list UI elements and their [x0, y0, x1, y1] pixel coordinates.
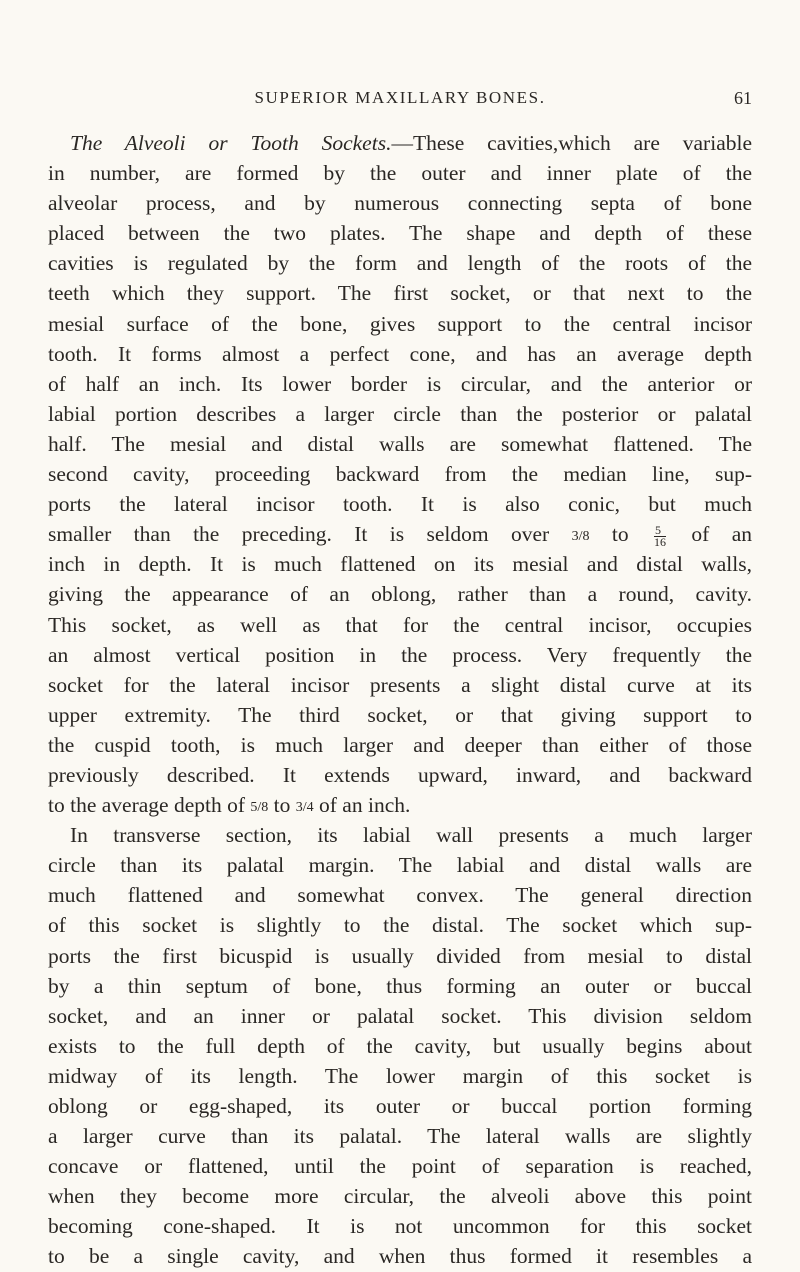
- text-line: [48, 519, 752, 549]
- text-line: an almost vertical position in the process. Very frequently the: [48, 642, 752, 667]
- running-header: [48, 86, 752, 114]
- text-line: exists to the full depth of the cavity, but usually begins about: [48, 1033, 752, 1058]
- text-line: of half an inch. Its lower border is circular, and the anterior or: [48, 371, 752, 396]
- text-fragment: —These cavities,which are variable: [391, 131, 752, 155]
- text-line: half. The mesial and distal walls are somewhat flattened. The: [48, 431, 752, 456]
- text-line: This socket, as well as that for the central incisor, occupies: [48, 612, 752, 637]
- text-line: midway of its length. The lower margin of this socket is: [48, 1063, 752, 1088]
- section-heading: The Alveoli or Tooth Sockets.: [70, 131, 392, 155]
- text-line: inch in depth. It is much flattened on its mesial and distal walls,: [48, 552, 752, 577]
- text-line: circle than its palatal margin. The labial and distal walls are: [48, 853, 752, 878]
- text-line: becoming cone-shaped. It is not uncommon for this socket: [48, 1214, 752, 1239]
- fraction: [654, 522, 667, 549]
- text-line: concave or flattened, until the point of separation is reached,: [48, 1154, 752, 1179]
- text-line: socket, and an inner or palatal socket. This division seldom: [48, 1003, 752, 1028]
- text-line: teeth which they support. The first socket, or that next to the: [48, 281, 752, 306]
- text-line: [48, 790, 752, 820]
- text-line: In transverse section, its labial wall presents a much larger: [70, 823, 752, 848]
- text-fragment: to: [273, 793, 291, 818]
- text-line: a larger curve than its palatal. The lateral walls are slightly: [48, 1124, 752, 1149]
- text-line: much flattened and somewhat convex. The general direction: [48, 883, 752, 908]
- fraction: 3/8: [571, 529, 590, 545]
- text-line: in number, are formed by the outer and inner plate of the: [48, 161, 752, 186]
- text-line: alveolar process, and by numerous connecting septa of bone: [48, 191, 752, 216]
- text-line: ports the lateral incisor tooth. It is also conic, but much: [48, 492, 752, 517]
- text-line: upper extremity. The third socket, or that giving support to: [48, 702, 752, 727]
- text-line: ports the first bicuspid is usually divided from mesial to distal: [48, 943, 752, 968]
- text-fragment: smaller than the preceding. It is seldom over: [48, 522, 550, 547]
- text-line: the cuspid tooth, is much larger and deeper than either of those: [48, 732, 752, 757]
- text-line: giving the appearance of an oblong, rather than a round, cavity.: [48, 582, 752, 607]
- text-line: mesial surface of the bone, gives support to the central incisor: [48, 311, 752, 336]
- text-line: by a thin septum of bone, thus forming an outer or buccal: [48, 973, 752, 998]
- text-fragment: to the average depth of: [48, 793, 245, 818]
- text-line: placed between the two plates. The shape and depth of these: [48, 221, 752, 246]
- text-line: to be a single cavity, and when thus formed it resembles a: [48, 1244, 752, 1269]
- text-line: labial portion describes a larger circle than the posterior or palatal: [48, 401, 752, 426]
- text-line: when they become more circular, the alveoli above this point: [48, 1184, 752, 1209]
- body-text: [48, 128, 752, 1272]
- text-line: socket for the lateral incisor presents a slight distal curve at its: [48, 672, 752, 697]
- text-line: oblong or egg-shaped, its outer or buccal portion forming: [48, 1094, 752, 1118]
- text-line: cavities is regulated by the form and length of the roots of the: [48, 251, 752, 276]
- fraction: 3/4: [295, 800, 314, 816]
- text-fragment: to: [611, 522, 629, 547]
- page-number: 61: [734, 88, 752, 108]
- text-line: second cavity, proceeding backward from the median line, sup-: [48, 462, 752, 487]
- text-line: tooth. It forms almost a perfect cone, and has an average depth: [48, 341, 752, 366]
- fraction-numerator: 5: [654, 525, 666, 537]
- text-line: of this socket is slightly to the distal. The socket which sup-: [48, 913, 752, 938]
- text-fragment: of an: [691, 522, 752, 547]
- fraction-denominator: 16: [654, 534, 667, 549]
- text-fragment: of an inch.: [319, 793, 411, 818]
- text-line: [48, 128, 752, 158]
- text-line: previously described. It extends upward, inward, and backward: [48, 762, 752, 787]
- fraction: 5/8: [250, 800, 269, 816]
- running-title: SUPERIOR MAXILLARY BONES.: [254, 88, 546, 107]
